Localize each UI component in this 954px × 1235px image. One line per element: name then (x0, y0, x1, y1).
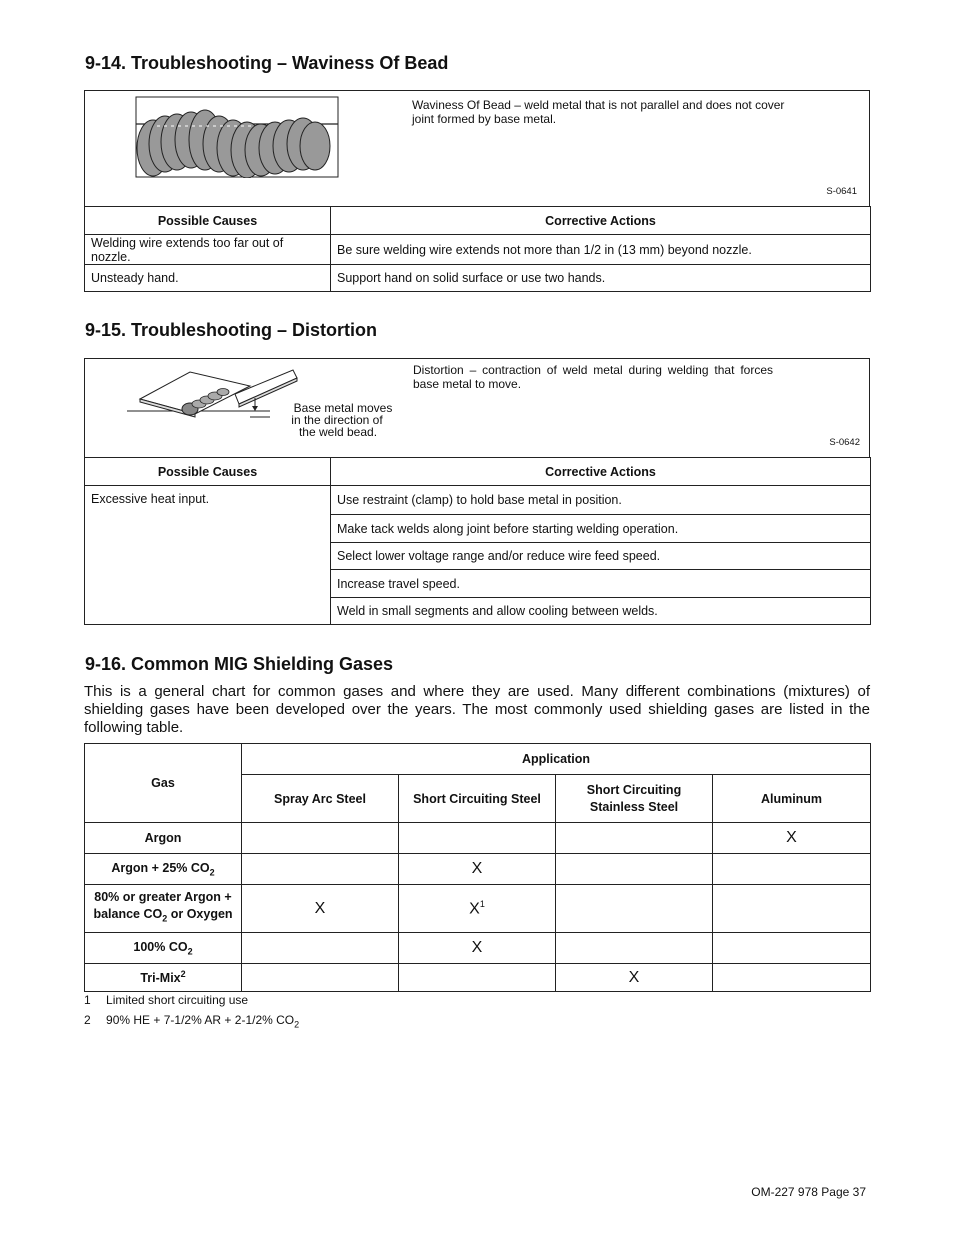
table-row (85, 823, 871, 854)
cell (242, 854, 399, 885)
gas-tri-mix (85, 964, 242, 992)
figure-code: S-0641 (826, 186, 857, 197)
col-short-circuiting-steel: Short Circuiting Steel (399, 775, 556, 823)
mark-cell: X (399, 933, 556, 964)
subscript: 2 (162, 913, 168, 924)
action-cell: Use restraint (clamp) to hold base metal in position. (331, 486, 871, 515)
table-row (85, 885, 871, 933)
table-row (85, 265, 871, 292)
footnote-number: 2 (84, 1013, 91, 1027)
superscript: 2 (180, 969, 186, 980)
superscript: 1 (479, 898, 485, 909)
cell (556, 823, 713, 854)
action-cell: Make tack welds along joint before starting welding operation. (331, 515, 871, 543)
col-corrective-actions: Corrective Actions (331, 458, 871, 486)
page-number: OM-227 978 Page 37 (751, 1185, 866, 1199)
cell (556, 885, 713, 933)
footnote-1 (84, 993, 248, 1007)
table-row (85, 964, 871, 992)
distortion-figure-label-1: Base metal moves (293, 401, 393, 415)
shielding-gases-table (84, 743, 871, 992)
gas-argon-25-co2 (85, 854, 242, 885)
cell (556, 854, 713, 885)
col-application: Application (242, 744, 871, 775)
mark-cell: X (242, 885, 399, 933)
waviness-figure-box (84, 90, 870, 207)
distortion-figure-label-2: in the direction of (291, 413, 383, 427)
col-short-ss-line2: Stainless Steel (589, 799, 679, 814)
col-aluminum: Aluminum (713, 775, 871, 823)
col-gas: Gas (85, 744, 242, 823)
subscript: 2 (294, 1019, 300, 1030)
gas-label: or Oxygen (167, 907, 233, 922)
gas-80-argon (85, 885, 242, 933)
distortion-description: Distortion – contraction of weld metal during welding that forces base metal to move. (413, 363, 773, 391)
gas-100-co2 (85, 933, 242, 964)
intro-paragraph: This is a general chart for common gases and where they are used. Many different combinations (mixtures) of shielding gases have been developed over the years. The most commonly used shielding gases are listed in the following table. (84, 683, 870, 736)
gas-label: Argon + 25% CO (111, 860, 210, 875)
col-possible-causes: Possible Causes (85, 458, 331, 486)
footnote-text: Limited short circuiting use (106, 993, 249, 1007)
col-short-circuiting-stainless (556, 775, 713, 823)
cell (713, 933, 871, 964)
distortion-table (84, 457, 871, 625)
distortion-figure-box (84, 358, 870, 458)
subscript: 2 (209, 867, 215, 878)
mark-cell (399, 885, 556, 933)
section-9-14-title: 9-14. Troubleshooting – Waviness Of Bead (85, 53, 449, 73)
section-9-16-title: 9-16. Common MIG Shielding Gases (85, 654, 394, 674)
col-corrective-actions: Corrective Actions (331, 207, 871, 235)
cause-cell: Unsteady hand. (85, 265, 331, 292)
cell (713, 885, 871, 933)
col-spray-arc-steel: Spray Arc Steel (242, 775, 399, 823)
cell (242, 933, 399, 964)
gas-label: balance CO (93, 907, 163, 922)
cell (399, 823, 556, 854)
gas-label: Tri-Mix (140, 971, 181, 986)
col-short-ss-line1: Short Circuiting (586, 782, 682, 797)
waviness-table (84, 206, 871, 292)
table-row (85, 854, 871, 885)
waviness-description: Waviness Of Bead – weld metal that is not parallel and does not cover joint formed by base metal. (412, 98, 785, 126)
cell (242, 823, 399, 854)
mark-cell: X (399, 854, 556, 885)
action-cell: Increase travel speed. (331, 570, 871, 598)
action-cell: Select lower voltage range and/or reduce wire feed speed. (331, 543, 871, 570)
mark-cell: X (713, 823, 871, 854)
gas-label: 100% CO (133, 939, 188, 954)
footnote-text: 90% HE + 7-1/2% AR + 2-1/2% CO (106, 1013, 295, 1027)
cell (399, 964, 556, 992)
cause-cell: Welding wire extends too far out of nozzle. (85, 235, 331, 265)
cause-cell: Excessive heat input. (85, 486, 331, 625)
mark: X (469, 900, 480, 918)
subscript: 2 (187, 946, 193, 957)
distortion-figure-label-3: the weld bead. (298, 425, 378, 439)
waviness-bead-illustration (135, 96, 340, 178)
action-cell: Be sure welding wire extends not more than 1/2 in (13 mm) beyond nozzle. (331, 235, 871, 265)
action-cell: Weld in small segments and allow cooling between welds. (331, 598, 871, 625)
table-row (85, 235, 871, 265)
col-possible-causes: Possible Causes (85, 207, 331, 235)
table-row (85, 486, 871, 515)
footnote-2 (84, 1013, 299, 1029)
cell (713, 854, 871, 885)
section-9-15-title: 9-15. Troubleshooting – Distortion (85, 320, 378, 340)
action-cell: Support hand on solid surface or use two hands. (331, 265, 871, 292)
footnote-number: 1 (84, 993, 91, 1007)
table-row (85, 933, 871, 964)
gas-argon: Argon (85, 823, 242, 854)
cell (713, 964, 871, 992)
gas-label: 80% or greater Argon + (94, 890, 232, 905)
cell (556, 933, 713, 964)
figure-code: S-0642 (829, 437, 860, 448)
mark-cell: X (556, 964, 713, 992)
cell (242, 964, 399, 992)
